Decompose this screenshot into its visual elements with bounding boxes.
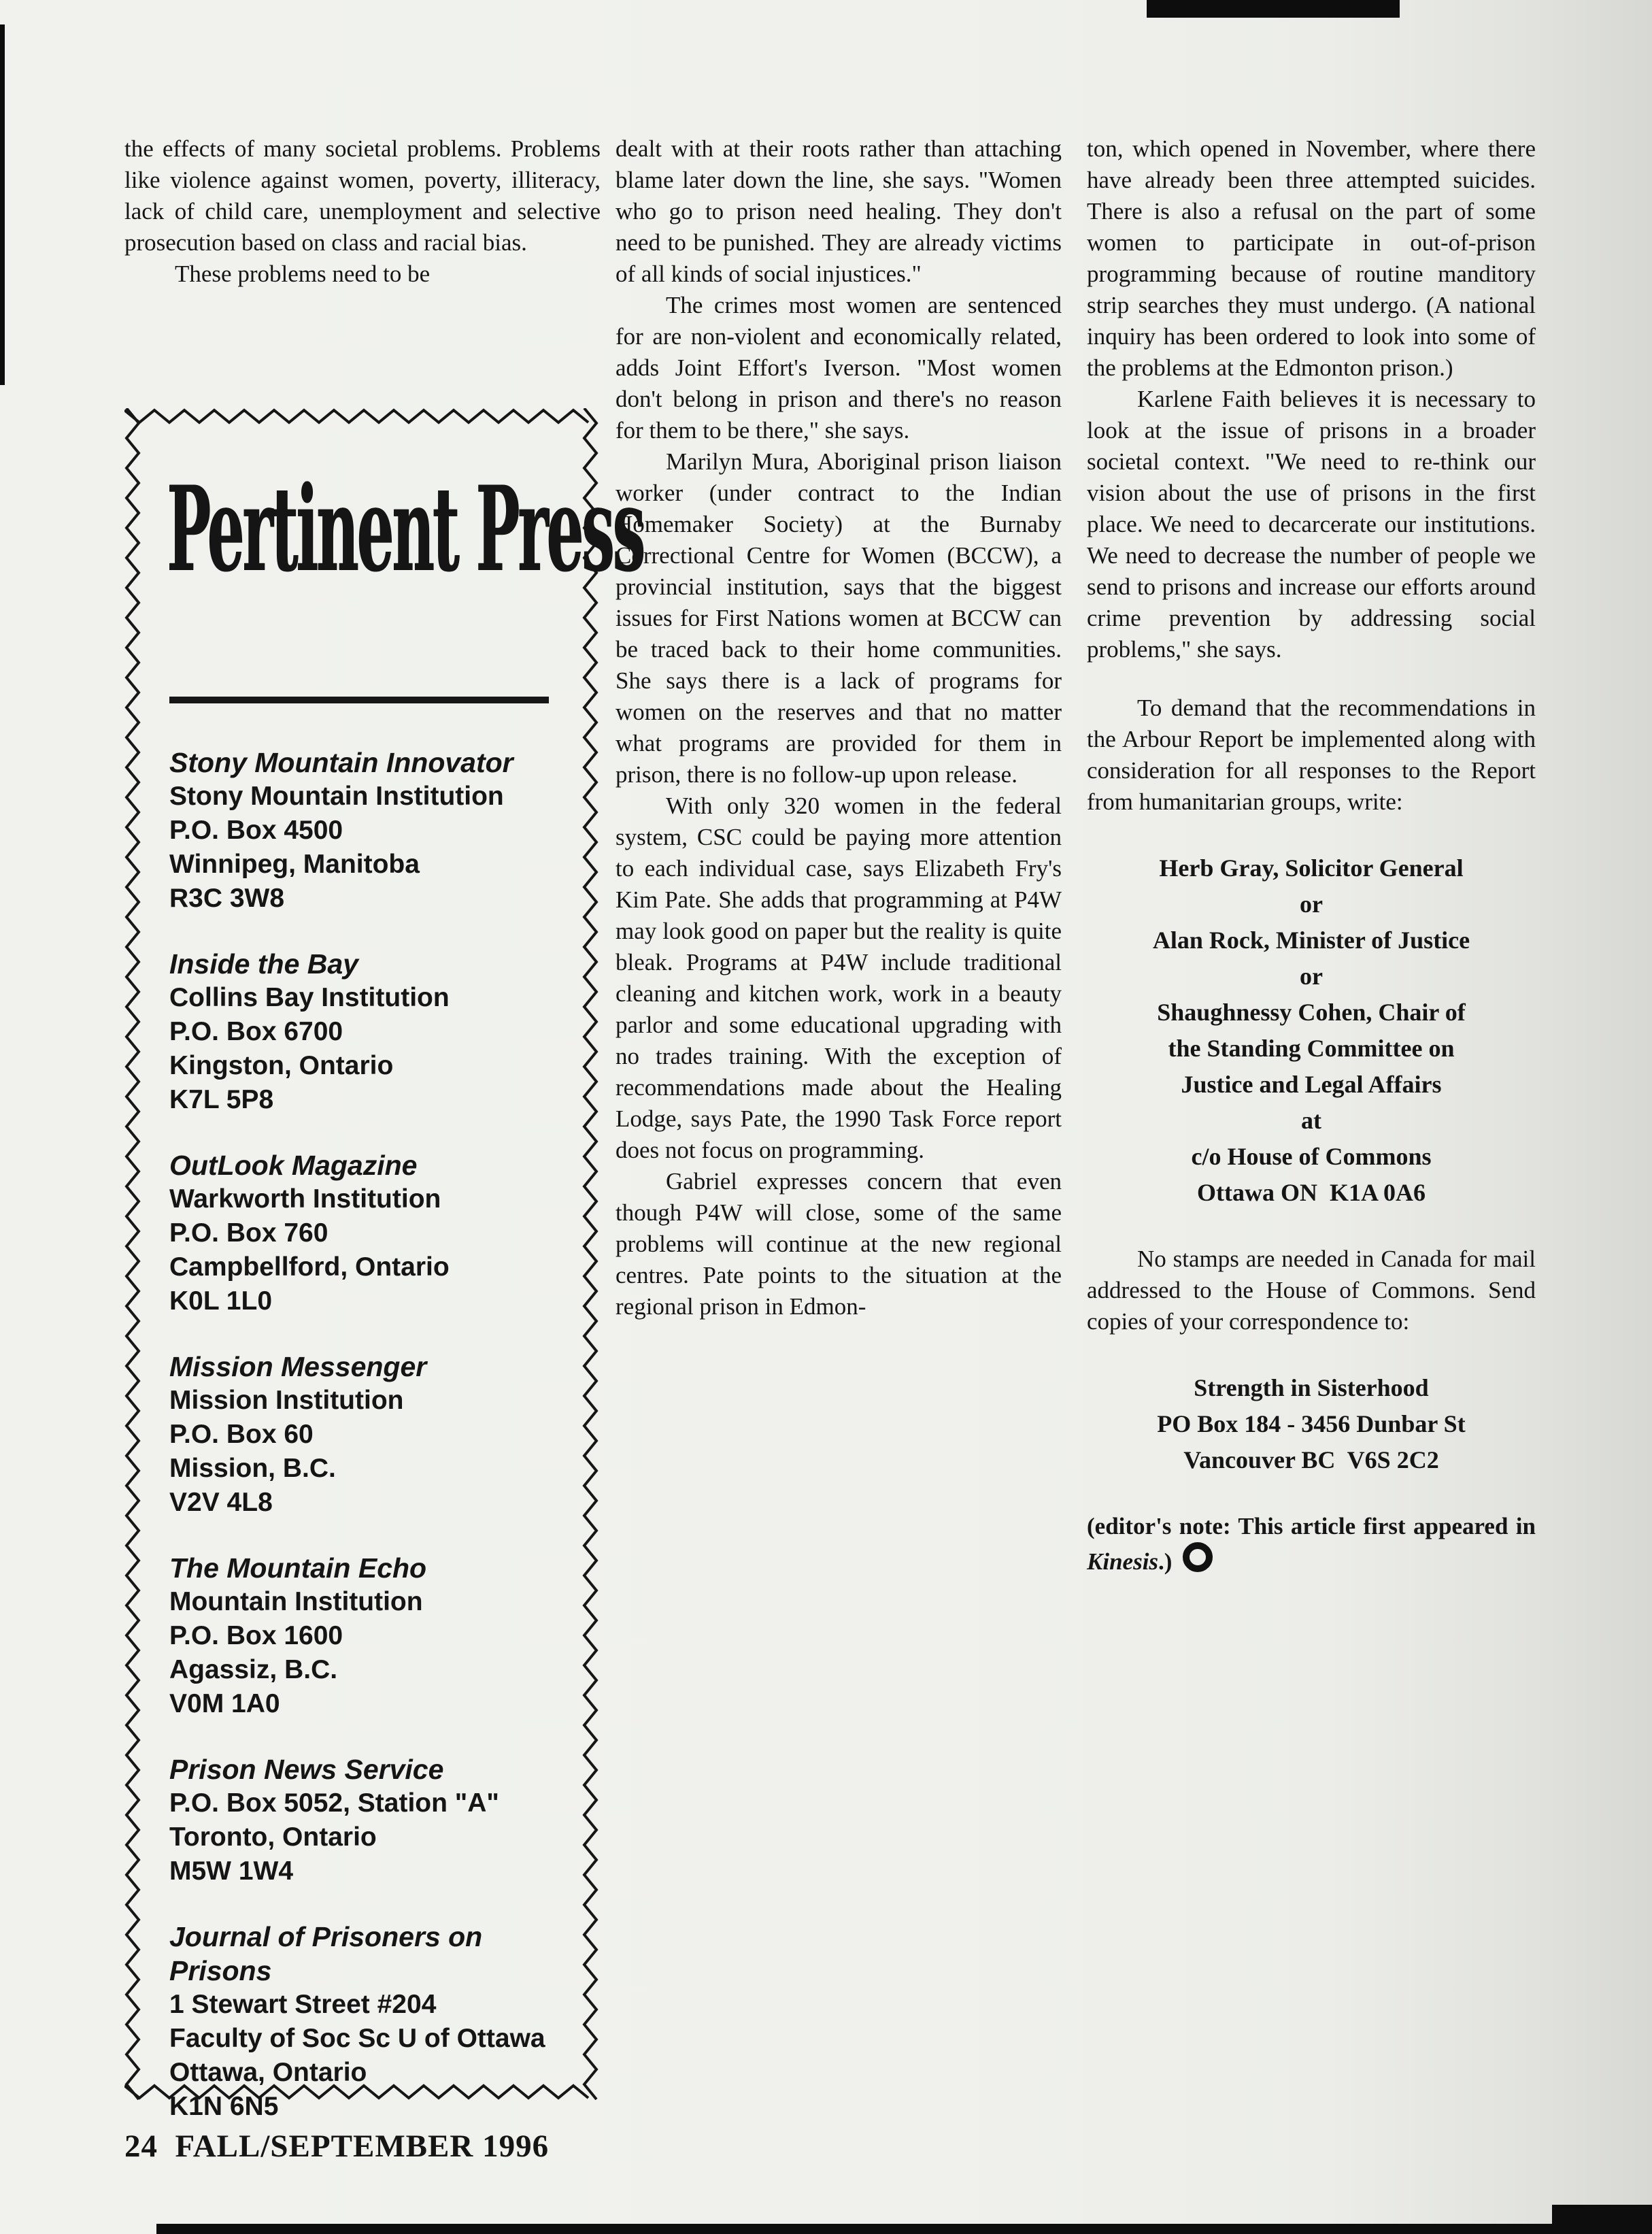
list-item: [169, 1551, 570, 1721]
page-footer: 24 FALL/SEPTEMBER 1996: [124, 2129, 550, 2164]
publication-address: Mission Institution P.O. Box 60 Mission, B.C. V2V 4L8: [169, 1386, 404, 1517]
column-3: [1087, 133, 1536, 1578]
paragraph: To demand that the recommendations in the Arbour Report be implemented along with consideration for all responses to the Report from humanitarian groups, write:: [1087, 695, 1536, 815]
end-of-article-icon: [1183, 1542, 1213, 1572]
column-2: [616, 133, 1062, 1322]
paragraph: No stamps are needed in Canada for mail addressed to the House of Commons. Send copies of your correspondence to:: [1087, 1246, 1536, 1335]
publication-list: [169, 746, 570, 2155]
publication-title: Mission Messenger: [169, 1351, 427, 1382]
scan-artifact-corner-block: [1552, 2205, 1652, 2234]
publication-address: Stony Mountain Institution P.O. Box 4500 Winnipeg, Manitoba R3C 3W8: [169, 782, 504, 913]
paragraph: These problems need to be: [175, 261, 431, 287]
publication-title: Stony Mountain Innovator: [169, 747, 513, 778]
scan-artifact-bottom-bar: [156, 2224, 1652, 2234]
send-copies-address-block: Strength in Sisterhood PO Box 184 - 3456 Dunbar St Vancouver BC V6S 2C2: [1157, 1374, 1466, 1473]
paragraph: Karlene Faith believes it is necessary to look at the issue of prisons in a broader societal context. "We need to re-think our vision about the use of prisons in the first place. We need to decarcerate our institutions. We need to decrease the number of people we send to prisons and increase our efforts around crime prevention by addressing social problems," she says.: [1087, 386, 1536, 663]
publication-title: Prison News Service: [169, 1754, 444, 1785]
paragraph: Gabriel expresses concern that even though P4W will close, some of the same problems will continue at the new regional centres. Pate points to the situation at the regional prison in Edmon-: [616, 1168, 1062, 1320]
publication-address: P.O. Box 5052, Station "A" Toronto, Ontario M5W 1W4: [169, 1788, 499, 1886]
list-item: [169, 1148, 570, 1318]
paragraph: The crimes most women are sentenced for are non-violent and economically related, adds Joint Effort's Iverson. "Most women don't belong in prison and there's no reason for them to be there," she says.: [616, 292, 1062, 444]
editors-note-text: (editor's note: This article first appeared in: [1087, 1513, 1536, 1539]
paragraph: Marilyn Mura, Aboriginal prison liaison worker (under contract to the Indian Homemaker Society) at the Burnaby Correctional Centre for Women (BCCW), a provincial institution, says that the biggest issues for First Nations women at BCCW can be traced back to their home communities. She says there is a lack of programs for women on the reserves and that no matter what programs are provided for them in prison, there is no follow-up upon release.: [616, 448, 1062, 788]
publication-address: Warkworth Institution P.O. Box 760 Campbellford, Ontario K0L 1L0: [169, 1184, 450, 1316]
editors-note: [1087, 1511, 1536, 1578]
list-item: [169, 1752, 570, 1888]
horizontal-rule: [169, 697, 549, 703]
publication-title: The Mountain Echo: [169, 1552, 427, 1584]
publication-title: OutLook Magazine: [169, 1150, 418, 1181]
kinesis-italic: Kinesis: [1087, 1548, 1159, 1575]
write-to-address-block: Herb Gray, Solicitor General or Alan Rock, Minister of Justice or Shaughnessy Cohen, Chair of the Standing Committee on Justice and Legal Affairs at c/o House of Commons Ottawa ON K1A 0A6: [1152, 854, 1470, 1206]
pertinent-press-title: Pertinent Press: [167, 461, 643, 599]
publication-address: Collins Bay Institution P.O. Box 6700 Kingston, Ontario K7L 5P8: [169, 983, 450, 1114]
list-item: [169, 746, 570, 916]
list-item: [169, 1920, 570, 2124]
list-item: [169, 1350, 570, 1520]
paragraph: With only 320 women in the federal system, CSC could be paying more attention to each individual case, says Elizabeth Fry's Kim Pate. She adds that programming at P4W may look good on paper but the reality is quite bleak. Programs at P4W include traditional cleaning and kitchen work, work in a beauty parlor and some educational upgrading with no trades training. With the exception of recommendations made about the Healing Lodge, says Pate, the 1990 Task Force report does not focus on programming.: [616, 793, 1062, 1163]
list-item: [169, 947, 570, 1117]
editors-note-suffix: .): [1158, 1548, 1173, 1575]
publication-title: Journal of Prisoners on Prisons: [169, 1921, 483, 1986]
column-1: [124, 133, 601, 290]
paragraph: the effects of many societal problems. Problems like violence against women, poverty, illiteracy, lack of child care, unemployment and selective prosecution based on class and racial bias.: [124, 135, 601, 256]
publication-address: 1 Stewart Street #204 Faculty of Soc Sc U of Ottawa Ottawa, Ontario K1N 6N5: [169, 1990, 545, 2121]
pertinent-press-box: [124, 408, 643, 2121]
pertinent-press-inner: [141, 424, 643, 2121]
publication-title: Inside the Bay: [169, 948, 358, 980]
paragraph: dealt with at their roots rather than attaching blame later down the line, she says. "Women who go to prison need healing. They don't need to be punished. They are already victims of all kinds of social injustices.": [616, 135, 1062, 287]
scan-artifact-left-line: [0, 24, 5, 385]
scan-artifact-top-bar: [1147, 0, 1400, 18]
publication-address: Mountain Institution P.O. Box 1600 Agassiz, B.C. V0M 1A0: [169, 1587, 423, 1718]
paragraph: ton, which opened in November, where there have already been three attempted suicides. There is also a refusal on the part of some women to participate in out-of-prison programming because of routine manditory strip searches they must undergo. (A national inquiry has been ordered to look into some of the problems at the Edmonton prison.): [1087, 135, 1536, 381]
